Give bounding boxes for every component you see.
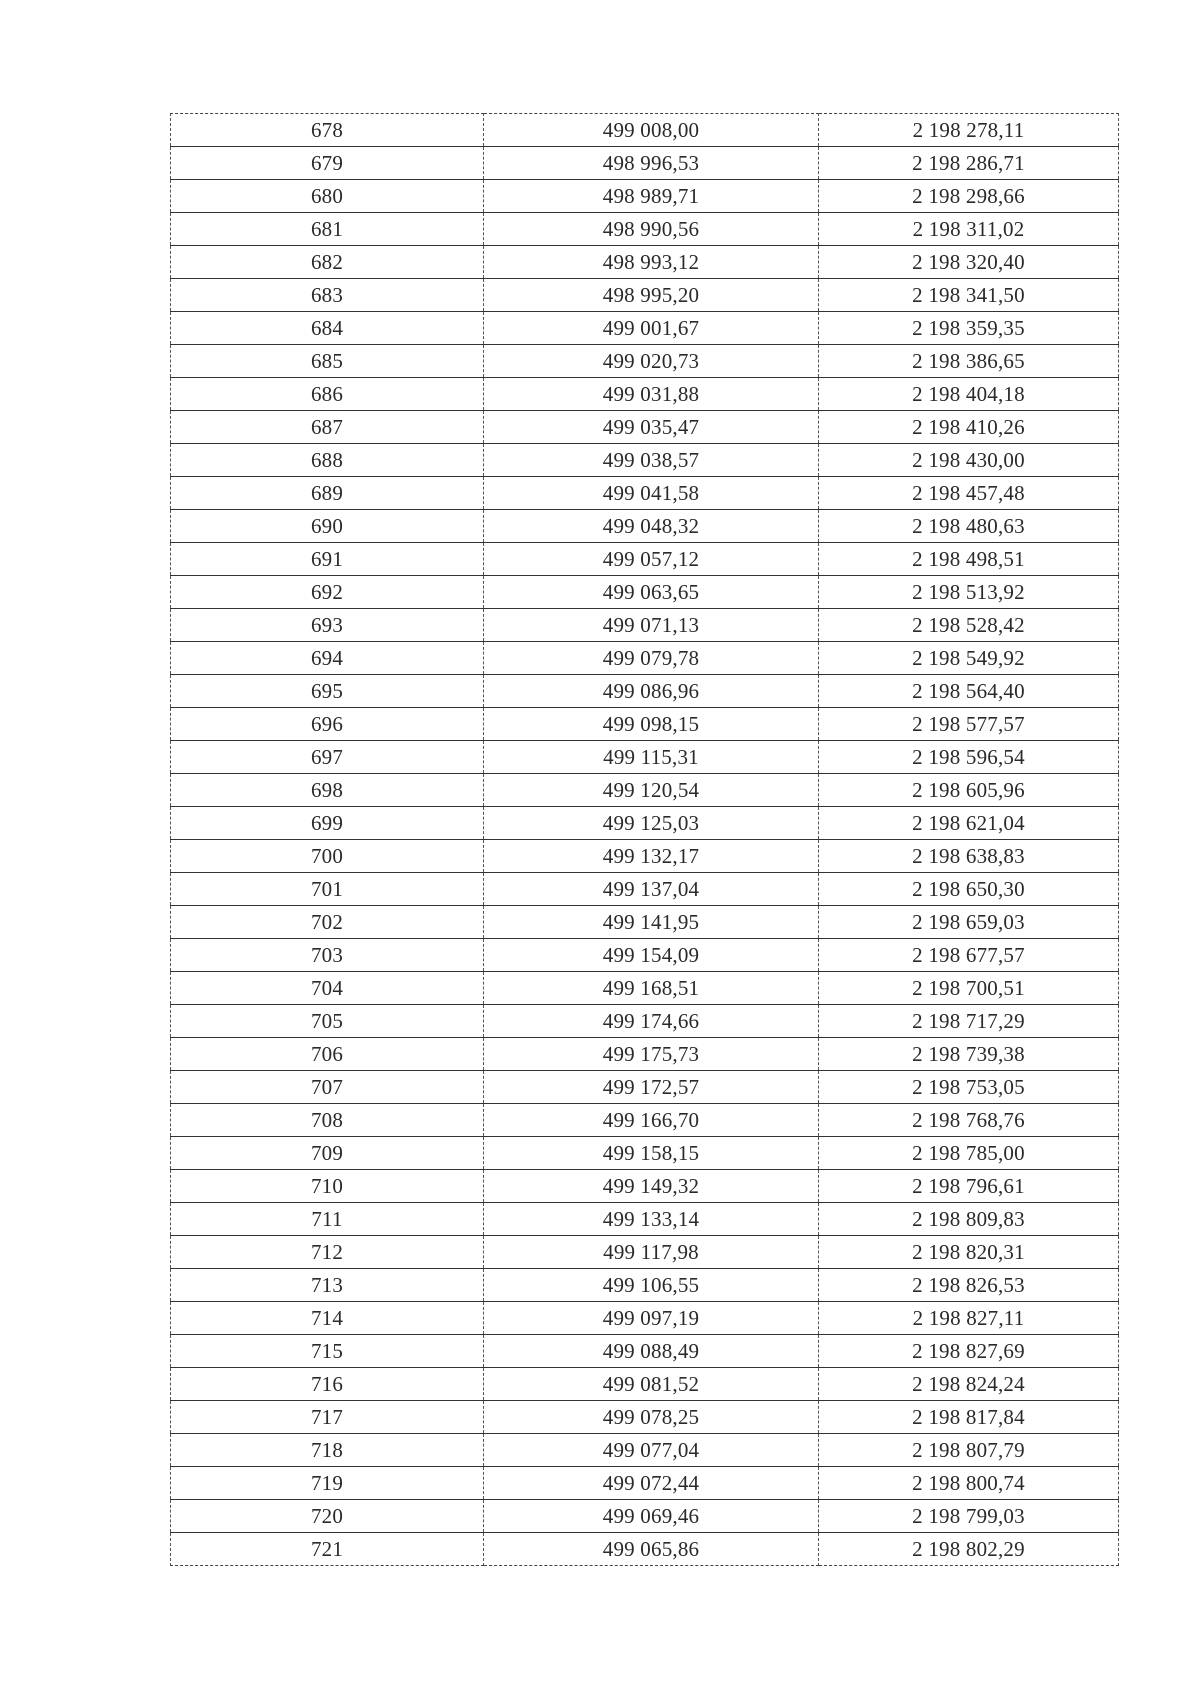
table-row — [171, 345, 1119, 378]
table-row — [171, 675, 1119, 708]
table-row — [171, 609, 1119, 642]
x-coordinate-cell: 499 057,12 — [484, 543, 819, 576]
y-coordinate-cell: 2 198 605,96 — [819, 774, 1119, 807]
point-number-cell: 696 — [171, 708, 484, 741]
x-coordinate-cell: 499 117,98 — [484, 1236, 819, 1269]
x-coordinate-cell: 499 077,04 — [484, 1434, 819, 1467]
point-number-cell: 681 — [171, 213, 484, 246]
point-number-cell: 712 — [171, 1236, 484, 1269]
coordinates-table — [170, 113, 1119, 1566]
point-number-cell: 689 — [171, 477, 484, 510]
coordinates-table-body — [171, 114, 1119, 1566]
point-number-cell: 717 — [171, 1401, 484, 1434]
y-coordinate-cell: 2 198 457,48 — [819, 477, 1119, 510]
point-number-cell: 707 — [171, 1071, 484, 1104]
table-row — [171, 1335, 1119, 1368]
x-coordinate-cell: 499 168,51 — [484, 972, 819, 1005]
x-coordinate-cell: 499 038,57 — [484, 444, 819, 477]
point-number-cell: 706 — [171, 1038, 484, 1071]
point-number-cell: 697 — [171, 741, 484, 774]
y-coordinate-cell: 2 198 796,61 — [819, 1170, 1119, 1203]
table-row — [171, 180, 1119, 213]
point-number-cell: 721 — [171, 1533, 484, 1566]
x-coordinate-cell: 499 020,73 — [484, 345, 819, 378]
y-coordinate-cell: 2 198 802,29 — [819, 1533, 1119, 1566]
y-coordinate-cell: 2 198 278,11 — [819, 114, 1119, 147]
x-coordinate-cell: 499 035,47 — [484, 411, 819, 444]
x-coordinate-cell: 499 001,67 — [484, 312, 819, 345]
table-row — [171, 807, 1119, 840]
y-coordinate-cell: 2 198 700,51 — [819, 972, 1119, 1005]
x-coordinate-cell: 499 031,88 — [484, 378, 819, 411]
y-coordinate-cell: 2 198 564,40 — [819, 675, 1119, 708]
point-number-cell: 687 — [171, 411, 484, 444]
point-number-cell: 692 — [171, 576, 484, 609]
y-coordinate-cell: 2 198 341,50 — [819, 279, 1119, 312]
y-coordinate-cell: 2 198 528,42 — [819, 609, 1119, 642]
table-row — [171, 774, 1119, 807]
x-coordinate-cell: 499 008,00 — [484, 114, 819, 147]
table-row — [171, 1467, 1119, 1500]
y-coordinate-cell: 2 198 650,30 — [819, 873, 1119, 906]
y-coordinate-cell: 2 198 621,04 — [819, 807, 1119, 840]
point-number-cell: 710 — [171, 1170, 484, 1203]
table-row — [171, 477, 1119, 510]
point-number-cell: 680 — [171, 180, 484, 213]
y-coordinate-cell: 2 198 311,02 — [819, 213, 1119, 246]
x-coordinate-cell: 499 175,73 — [484, 1038, 819, 1071]
point-number-cell: 691 — [171, 543, 484, 576]
x-coordinate-cell: 499 172,57 — [484, 1071, 819, 1104]
x-coordinate-cell: 498 995,20 — [484, 279, 819, 312]
y-coordinate-cell: 2 198 638,83 — [819, 840, 1119, 873]
point-number-cell: 698 — [171, 774, 484, 807]
table-row — [171, 708, 1119, 741]
y-coordinate-cell: 2 198 298,66 — [819, 180, 1119, 213]
y-coordinate-cell: 2 198 826,53 — [819, 1269, 1119, 1302]
point-number-cell: 684 — [171, 312, 484, 345]
y-coordinate-cell: 2 198 800,74 — [819, 1467, 1119, 1500]
point-number-cell: 694 — [171, 642, 484, 675]
table-row — [171, 1533, 1119, 1566]
table-row — [171, 1005, 1119, 1038]
point-number-cell: 716 — [171, 1368, 484, 1401]
table-row — [171, 1401, 1119, 1434]
x-coordinate-cell: 499 097,19 — [484, 1302, 819, 1335]
point-number-cell: 695 — [171, 675, 484, 708]
table-row — [171, 1302, 1119, 1335]
x-coordinate-cell: 499 174,66 — [484, 1005, 819, 1038]
point-number-cell: 714 — [171, 1302, 484, 1335]
table-row — [171, 378, 1119, 411]
y-coordinate-cell: 2 198 820,31 — [819, 1236, 1119, 1269]
table-row — [171, 1368, 1119, 1401]
point-number-cell: 713 — [171, 1269, 484, 1302]
point-number-cell: 703 — [171, 939, 484, 972]
x-coordinate-cell: 499 072,44 — [484, 1467, 819, 1500]
x-coordinate-cell: 498 993,12 — [484, 246, 819, 279]
x-coordinate-cell: 498 996,53 — [484, 147, 819, 180]
y-coordinate-cell: 2 198 659,03 — [819, 906, 1119, 939]
table-row — [171, 1434, 1119, 1467]
y-coordinate-cell: 2 198 359,35 — [819, 312, 1119, 345]
x-coordinate-cell: 499 141,95 — [484, 906, 819, 939]
y-coordinate-cell: 2 198 386,65 — [819, 345, 1119, 378]
y-coordinate-cell: 2 198 809,83 — [819, 1203, 1119, 1236]
y-coordinate-cell: 2 198 577,57 — [819, 708, 1119, 741]
table-row — [171, 510, 1119, 543]
table-row — [171, 1071, 1119, 1104]
table-row — [171, 642, 1119, 675]
table-row — [171, 1236, 1119, 1269]
point-number-cell: 686 — [171, 378, 484, 411]
point-number-cell: 704 — [171, 972, 484, 1005]
point-number-cell: 701 — [171, 873, 484, 906]
point-number-cell: 685 — [171, 345, 484, 378]
table-row — [171, 147, 1119, 180]
table-row — [171, 1104, 1119, 1137]
point-number-cell: 682 — [171, 246, 484, 279]
x-coordinate-cell: 499 086,96 — [484, 675, 819, 708]
table-row — [171, 213, 1119, 246]
point-number-cell: 709 — [171, 1137, 484, 1170]
table-row — [171, 1038, 1119, 1071]
y-coordinate-cell: 2 198 549,92 — [819, 642, 1119, 675]
point-number-cell: 690 — [171, 510, 484, 543]
point-number-cell: 688 — [171, 444, 484, 477]
y-coordinate-cell: 2 198 410,26 — [819, 411, 1119, 444]
x-coordinate-cell: 499 106,55 — [484, 1269, 819, 1302]
x-coordinate-cell: 499 120,54 — [484, 774, 819, 807]
y-coordinate-cell: 2 198 404,18 — [819, 378, 1119, 411]
table-row — [171, 576, 1119, 609]
y-coordinate-cell: 2 198 286,71 — [819, 147, 1119, 180]
y-coordinate-cell: 2 198 807,79 — [819, 1434, 1119, 1467]
table-row — [171, 972, 1119, 1005]
table-row — [171, 906, 1119, 939]
y-coordinate-cell: 2 198 677,57 — [819, 939, 1119, 972]
point-number-cell: 718 — [171, 1434, 484, 1467]
point-number-cell: 720 — [171, 1500, 484, 1533]
x-coordinate-cell: 499 133,14 — [484, 1203, 819, 1236]
y-coordinate-cell: 2 198 827,69 — [819, 1335, 1119, 1368]
x-coordinate-cell: 499 048,32 — [484, 510, 819, 543]
table-row — [171, 246, 1119, 279]
y-coordinate-cell: 2 198 768,76 — [819, 1104, 1119, 1137]
point-number-cell: 711 — [171, 1203, 484, 1236]
y-coordinate-cell: 2 198 498,51 — [819, 543, 1119, 576]
y-coordinate-cell: 2 198 799,03 — [819, 1500, 1119, 1533]
point-number-cell: 719 — [171, 1467, 484, 1500]
x-coordinate-cell: 499 158,15 — [484, 1137, 819, 1170]
table-row — [171, 1170, 1119, 1203]
x-coordinate-cell: 499 063,65 — [484, 576, 819, 609]
x-coordinate-cell: 498 989,71 — [484, 180, 819, 213]
y-coordinate-cell: 2 198 430,00 — [819, 444, 1119, 477]
point-number-cell: 693 — [171, 609, 484, 642]
point-number-cell: 705 — [171, 1005, 484, 1038]
y-coordinate-cell: 2 198 785,00 — [819, 1137, 1119, 1170]
x-coordinate-cell: 499 065,86 — [484, 1533, 819, 1566]
y-coordinate-cell: 2 198 596,54 — [819, 741, 1119, 774]
table-row — [171, 1137, 1119, 1170]
x-coordinate-cell: 499 149,32 — [484, 1170, 819, 1203]
x-coordinate-cell: 499 079,78 — [484, 642, 819, 675]
x-coordinate-cell: 499 081,52 — [484, 1368, 819, 1401]
table-row — [171, 279, 1119, 312]
x-coordinate-cell: 499 125,03 — [484, 807, 819, 840]
x-coordinate-cell: 499 154,09 — [484, 939, 819, 972]
table-row — [171, 114, 1119, 147]
table-row — [171, 1269, 1119, 1302]
table-row — [171, 444, 1119, 477]
table-row — [171, 840, 1119, 873]
y-coordinate-cell: 2 198 739,38 — [819, 1038, 1119, 1071]
y-coordinate-cell: 2 198 717,29 — [819, 1005, 1119, 1038]
y-coordinate-cell: 2 198 827,11 — [819, 1302, 1119, 1335]
point-number-cell: 702 — [171, 906, 484, 939]
table-row — [171, 873, 1119, 906]
table-row — [171, 312, 1119, 345]
y-coordinate-cell: 2 198 513,92 — [819, 576, 1119, 609]
x-coordinate-cell: 499 071,13 — [484, 609, 819, 642]
table-row — [171, 543, 1119, 576]
y-coordinate-cell: 2 198 824,24 — [819, 1368, 1119, 1401]
x-coordinate-cell: 499 137,04 — [484, 873, 819, 906]
table-row — [171, 411, 1119, 444]
y-coordinate-cell: 2 198 753,05 — [819, 1071, 1119, 1104]
point-number-cell: 715 — [171, 1335, 484, 1368]
x-coordinate-cell: 499 166,70 — [484, 1104, 819, 1137]
table-row — [171, 741, 1119, 774]
point-number-cell: 683 — [171, 279, 484, 312]
x-coordinate-cell: 498 990,56 — [484, 213, 819, 246]
y-coordinate-cell: 2 198 320,40 — [819, 246, 1119, 279]
point-number-cell: 678 — [171, 114, 484, 147]
x-coordinate-cell: 499 132,17 — [484, 840, 819, 873]
point-number-cell: 679 — [171, 147, 484, 180]
y-coordinate-cell: 2 198 817,84 — [819, 1401, 1119, 1434]
x-coordinate-cell: 499 088,49 — [484, 1335, 819, 1368]
point-number-cell: 699 — [171, 807, 484, 840]
point-number-cell: 700 — [171, 840, 484, 873]
table-row — [171, 939, 1119, 972]
table-row — [171, 1500, 1119, 1533]
x-coordinate-cell: 499 115,31 — [484, 741, 819, 774]
x-coordinate-cell: 499 078,25 — [484, 1401, 819, 1434]
x-coordinate-cell: 499 098,15 — [484, 708, 819, 741]
x-coordinate-cell: 499 041,58 — [484, 477, 819, 510]
y-coordinate-cell: 2 198 480,63 — [819, 510, 1119, 543]
table-row — [171, 1203, 1119, 1236]
point-number-cell: 708 — [171, 1104, 484, 1137]
x-coordinate-cell: 499 069,46 — [484, 1500, 819, 1533]
